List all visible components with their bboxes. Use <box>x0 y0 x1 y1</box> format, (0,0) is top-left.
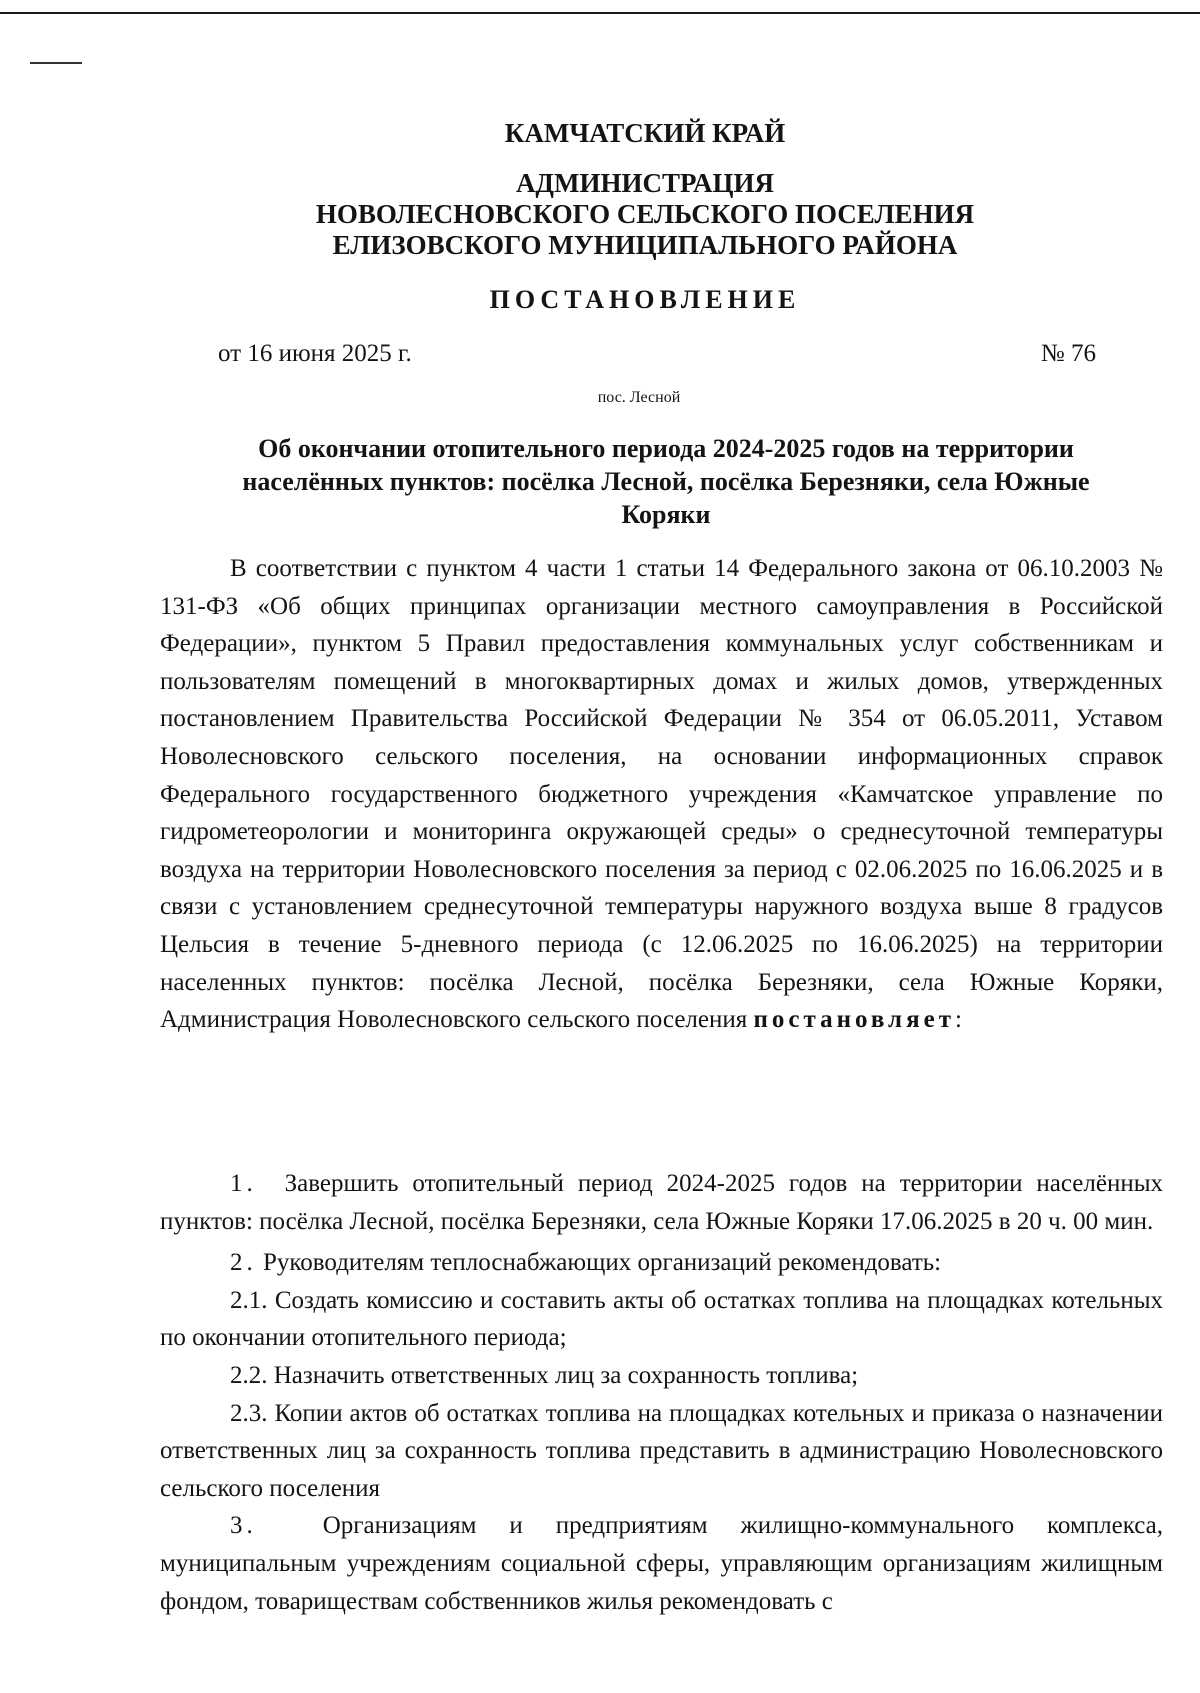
document-number: № 76 <box>1040 340 1096 367</box>
item-text: Создать комиссию и составить акты об остатках топлива на площадках котельных по окончании отопительного периода; <box>160 1286 1164 1352</box>
list-item <box>160 1395 1163 1508</box>
item-number: 2. <box>230 1249 257 1277</box>
list-item <box>160 1507 1163 1620</box>
list-item <box>160 1357 1163 1395</box>
item-text: Копии актов об остатках топлива на площадках котельных и приказа о назначении ответственных лиц за сохранность топлива представить в администрацию Новолесновского сельского поселения <box>160 1399 1164 1502</box>
list-item <box>160 1244 1163 1282</box>
item-number: 1. <box>230 1170 257 1197</box>
scan-top-border <box>0 12 1200 14</box>
item-text: Руководителям теплоснабжающих организаций рекомендовать: <box>263 1249 942 1277</box>
document-subject: Об окончании отопительного периода 2024-2025 годов на территории населённых пунктов: посёлка Лесной, посёлка Березняки, села Южные Коряки <box>242 434 1090 529</box>
item-text: Организациям и предприятиям жилищно-коммунального комплекса, муниципальным учреждениям социальной сферы, управляющим организациям жилищным фондом, товариществам собственников жилья рекомендовать с <box>160 1512 1163 1615</box>
decree-items <box>160 1165 1163 1620</box>
list-item <box>160 1165 1163 1240</box>
preamble-text: В соответствии с пунктом 4 части 1 статьи 14 Федерального закона от 06.10.2003 № 131-ФЗ «Об общих принципах организации местного самоуправления в Российской Федерации», пунктом 5 Правил предоставления коммунальных услуг собственникам и пользователям помещений в многоквартирных домах и жилых домов, утвержденных постановлением Правительства Российской Федерации № 354 от 06.05.2011, Уставом Новолесновского сельского поселения, на основании информационных справок Федерального государственного бюджетного учреждения «Камчатское управление по гидрометеорологии и мониторинга окружающей среды» о среднесуточной температуры воздуха на территории Новолесновского поселения за период с 02.06.2025 по 16.06.2025 и в связи с установлением среднесуточной температуры наружного воздуха выше 8 градусов Цельсия в течение 5-дневного периода (с 12.06.2025 по 16.06.2025) на территории населенных пунктов: посёлка Лесной, посёлка Березняки, села Южные Коряки, Администрация Новолесновского сельского поселения <box>160 555 1163 1034</box>
preamble <box>160 550 1163 1039</box>
admin-line: АДМИНИСТРАЦИЯ <box>515 168 775 198</box>
admin-line: НОВОЛЕСНОВСКОГО СЕЛЬСКОГО ПОСЕЛЕНИЯ <box>315 199 975 229</box>
region-heading: КАМЧАТСКИЙ КРАЙ <box>504 118 786 148</box>
administration-heading <box>45 168 1200 261</box>
item-text: Завершить отопительный период 2024-2025 годов на территории населённых пунктов: посёлка Лесной, посёлка Березняки, села Южные Коряки 17.06.2025 в 20 ч. 00 мин. <box>160 1170 1164 1235</box>
admin-line: ЕЛИЗОВСКОГО МУНИЦИПАЛЬНОГО РАЙОНА <box>332 230 958 260</box>
item-number: 2.3. <box>230 1399 268 1427</box>
item-text: Назначить ответственных лиц за сохранность топлива; <box>273 1361 859 1389</box>
decree-word: постановляет <box>753 1006 955 1034</box>
preamble-paragraph <box>160 550 1163 1039</box>
document-date: от 16 июня 2025 г. <box>218 340 412 367</box>
scan-corner-mark <box>30 62 82 64</box>
item-number: 2.2. <box>230 1361 268 1389</box>
list-item <box>160 1282 1163 1357</box>
item-number: 3. <box>230 1512 257 1540</box>
document-type: ПОСТАНОВЛЕНИЕ <box>489 285 801 314</box>
decree-colon: : <box>954 1006 962 1034</box>
item-number: 2.1. <box>230 1286 268 1314</box>
document-place: пос. Лесной <box>597 389 681 406</box>
